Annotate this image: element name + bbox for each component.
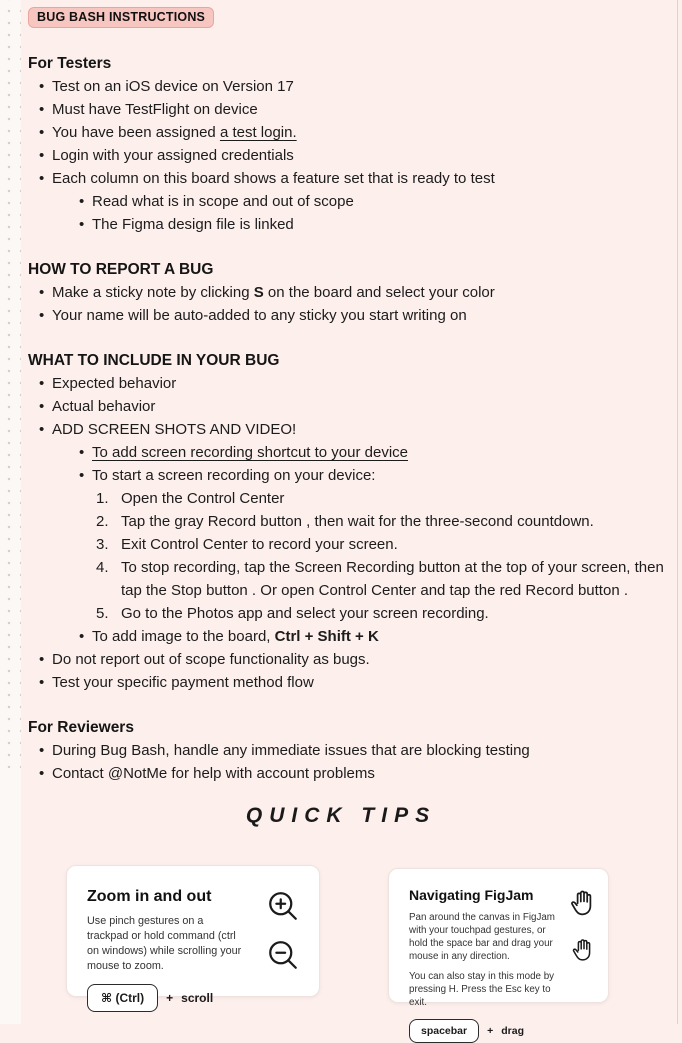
bullet: • xyxy=(79,193,85,210)
bullet: • xyxy=(39,674,45,691)
zoom-out-icon xyxy=(265,937,301,978)
step-number: 1. xyxy=(96,490,109,507)
drag-label: drag xyxy=(501,1025,525,1037)
step-number: 3. xyxy=(96,536,109,553)
numbered-step: 2. Tap the gray Record button , then wait for the three-second countdown. xyxy=(28,510,666,533)
numbered-step: 5. Go to the Photos app and select your screen recording. xyxy=(28,602,666,625)
numbered-step: 4. To stop recording, tap the Screen Recording button at the top of your screen, then tap the Stop button . Or open Control Center and tap the red Record button . xyxy=(28,556,666,602)
for-reviewers-list xyxy=(28,739,666,785)
bullet: • xyxy=(79,467,85,484)
bullet: • xyxy=(39,170,45,187)
zoom-shortcut-row xyxy=(87,984,305,1012)
bullet: • xyxy=(79,628,85,645)
canvas-dot-grid xyxy=(0,0,21,768)
bullet: • xyxy=(39,375,45,392)
list-item: • Must have TestFlight on device xyxy=(28,98,666,121)
list-item: • Login with your assigned credentials xyxy=(28,144,666,167)
list-item: • Your name will be auto-added to any sticky you start writing on xyxy=(28,304,666,327)
heading-for-testers: For Testers xyxy=(28,55,112,72)
list-item: • You have been assigned a test login. xyxy=(28,121,666,144)
bullet: • xyxy=(39,765,45,782)
bullet: • xyxy=(39,651,45,668)
list-item: • Expected behavior xyxy=(28,372,666,395)
list-item: • Test on an iOS device on Version 17 xyxy=(28,75,666,98)
nav-card-body-1: Pan around the canvas in FigJam with your touchpad gestures, or hold the space bar and drag your mouse in any direction. xyxy=(409,912,555,962)
instructions-document xyxy=(28,52,666,785)
screen-recording-shortcut-link[interactable]: To add screen recording shortcut to your device xyxy=(92,444,409,461)
screen-recording-steps xyxy=(28,487,666,625)
list-item: • Actual behavior xyxy=(28,395,666,418)
cmd-ctrl-key-chip: ⌘ (Ctrl) xyxy=(87,984,158,1012)
navigating-figjam-card xyxy=(388,868,609,1037)
list-item: • Do not report out of scope functionality as bugs. xyxy=(28,648,666,671)
zoom-tips-card xyxy=(66,865,320,1005)
nav-card-title: Navigating FigJam xyxy=(409,887,534,903)
how-to-report-list xyxy=(28,281,666,327)
heading-how-to-report: HOW TO REPORT A BUG xyxy=(28,261,214,278)
hand-icon xyxy=(568,887,600,924)
numbered-step: 1. Open the Control Center xyxy=(28,487,666,510)
step-number: 4. xyxy=(96,559,109,576)
quick-tips-title: QUICK TIPS xyxy=(245,804,437,827)
list-item: • To add image to the board, Ctrl + Shift + K xyxy=(28,625,666,648)
bullet: • xyxy=(39,78,45,95)
heading-what-to-include: WHAT TO INCLUDE IN YOUR BUG xyxy=(28,352,280,369)
test-login-link[interactable]: a test login. xyxy=(219,124,297,141)
zoom-card-title: Zoom in and out xyxy=(87,888,212,905)
list-item: • During Bug Bash, handle any immediate issues that are blocking testing xyxy=(28,739,666,762)
bullet: • xyxy=(39,284,45,301)
bullet: • xyxy=(79,444,85,461)
list-item: • The Figma design file is linked xyxy=(28,213,666,236)
section-title-label: BUG BASH INSTRUCTIONS xyxy=(37,10,206,24)
spacebar-key-chip: spacebar xyxy=(409,1019,479,1043)
figjam-canvas-strip xyxy=(0,0,21,1024)
list-item: • To start a screen recording on your device: xyxy=(28,464,666,487)
nav-shortcut-row xyxy=(409,1019,594,1043)
bullet: • xyxy=(39,307,45,324)
heading-for-reviewers: For Reviewers xyxy=(28,719,134,736)
what-to-include-list xyxy=(28,372,666,487)
plus-sign: + xyxy=(166,991,174,1005)
list-item: • Read what is in scope and out of scope xyxy=(28,190,666,213)
list-item: • ADD SCREEN SHOTS AND VIDEO! xyxy=(28,418,666,441)
for-testers-list xyxy=(28,75,666,236)
nav-card-body-2: You can also stay in this mode by pressing H. Press the Esc key to exit. xyxy=(409,971,555,1008)
step-number: 5. xyxy=(96,605,109,622)
scroll-label: scroll xyxy=(181,991,214,1005)
list-item xyxy=(28,441,666,464)
list-item: • Contact @NotMe for help with account problems xyxy=(28,762,666,785)
list-item: • Test your specific payment method flow xyxy=(28,671,666,694)
bullet: • xyxy=(39,101,45,118)
step-number: 2. xyxy=(96,513,109,530)
list-item: • Each column on this board shows a feature set that is ready to test xyxy=(28,167,666,190)
hand-icon xyxy=(570,936,598,969)
section-title-pill[interactable] xyxy=(28,7,214,28)
bullet: • xyxy=(39,398,45,415)
numbered-step: 3. Exit Control Center to record your screen. xyxy=(28,533,666,556)
list-item: • Make a sticky note by clicking S on the board and select your color xyxy=(28,281,666,304)
bullet: • xyxy=(39,742,45,759)
bullet: • xyxy=(39,147,45,164)
plus-sign: + xyxy=(487,1025,494,1037)
zoom-card-body: Use pinch gestures on a trackpad or hold command (ctrl on windows) while scrolling your mouse to zoom. xyxy=(87,915,242,972)
zoom-in-icon xyxy=(265,888,301,929)
section-edge-line xyxy=(677,0,678,1024)
what-to-include-list-tail xyxy=(28,625,666,694)
bullet: • xyxy=(39,421,45,438)
bullet: • xyxy=(79,216,85,233)
bullet: • xyxy=(39,124,45,141)
